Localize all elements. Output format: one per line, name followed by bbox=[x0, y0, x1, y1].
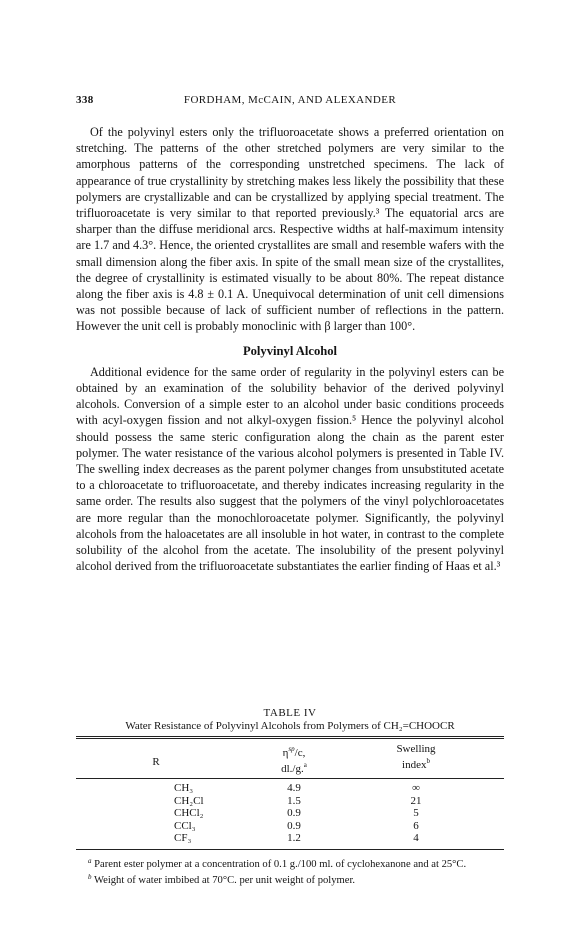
cell-swelling: 5 bbox=[413, 807, 419, 819]
running-title: FORDHAM, McCAIN, AND ALEXANDER bbox=[183, 94, 397, 106]
column-header-r: R bbox=[152, 756, 160, 768]
section-heading: Polyvinyl Alcohol bbox=[242, 343, 338, 358]
footnote bbox=[76, 855, 504, 872]
sp-subscript: sp bbox=[288, 745, 295, 753]
page-number: 338 bbox=[76, 94, 94, 106]
cell-r: CCl₃ bbox=[174, 819, 196, 832]
footnote-mark-b: b bbox=[426, 757, 430, 765]
index-label: index bbox=[402, 759, 427, 771]
cell-viscosity: 0.9 bbox=[287, 807, 301, 819]
table-label: TABLE IV bbox=[263, 707, 317, 719]
table-row bbox=[76, 782, 504, 795]
swelling-label: Swelling bbox=[396, 743, 436, 755]
footnote-marker: a bbox=[88, 856, 92, 865]
cell-r: CH₂Cl bbox=[174, 794, 204, 807]
table-row bbox=[76, 820, 504, 833]
cell-swelling: 4 bbox=[413, 832, 419, 844]
table-footnotes bbox=[76, 855, 504, 888]
body-text bbox=[76, 124, 504, 574]
footnote-text: Weight of water imbibed at 70°C. per unit weight of polymer. bbox=[93, 875, 356, 886]
table-body bbox=[76, 782, 504, 845]
cell-r: CF₃ bbox=[174, 832, 192, 844]
cell-swelling: ∞ bbox=[412, 782, 420, 794]
viscosity-per-c: /c, bbox=[294, 747, 306, 759]
cell-swelling: 6 bbox=[413, 819, 419, 832]
cell-viscosity: 1.5 bbox=[287, 794, 301, 807]
footnote bbox=[76, 871, 504, 888]
cell-viscosity: 1.2 bbox=[287, 832, 301, 844]
footnote-marker: b bbox=[88, 873, 92, 881]
footnote-text: Parent ester polymer at a concentration of 0.1 g./100 ml. of cyclohexanone and at 25°C. bbox=[94, 858, 467, 870]
table-iv bbox=[76, 707, 504, 888]
paragraph: Additional evidence for the same order of regularity in the polyvinyl esters can be obtained by an examination of the solubility behavior of the derived polyvinyl alcohols. Conversion of a simple ester to an alcohol under basic conditions proceeds with acyl-oxygen fission and not alkyl-oxygen fission.⁵ Hence the polyvinyl alcohol should possess the same steric configuration along the chain as the parent ester polymer. The water resistance of the various alcohol polymers is presented in Table IV. The swelling index decreases as the parent polymer changes from unsubstituted acetate to a chloroacetate to trifluoroacetate, and thereby indicates increasing regularity in the same order. The results also suggest that the polymers of the vinyl polychloroacetates are more regular than the monochloroacetate polymer. Significantly, the polyvinyl alcohols from the haloacetates are all insoluble in hot water, in contrast to the complete solubility of the alcohol from the acetate. The insolubility of the present polyvinyl alcohol derived from the trifluoroacetate substantiates the earlier finding of Haas et al.³ bbox=[76, 364, 504, 574]
viscosity-unit: dl./g. bbox=[281, 763, 304, 775]
table-row bbox=[76, 832, 504, 845]
table-bottom-rule bbox=[76, 849, 504, 850]
table-row bbox=[76, 807, 504, 820]
paragraph: Of the polyvinyl esters only the trifluoroacetate shows a preferred orientation on stretching. The patterns of the other stretched polymers are very similar to the amorphous patterns of the corresponding unstretched specimens. The lack of appearance of true crystallinity by stretching makes less likely the possibility that these polymers are crystallizable and can be crystallized by applying special treatment. The trifluoroacetate is very similar to that reported previously.³ The equatorial arcs are sharper than the diffuse meridional arcs. Respective widths at half-maximum intensity are 1.7 and 4.3°. Hence, the oriented crystallites are small and resemble wafers with the small dimension along the fiber axis. In spite of the small mean size of the crystallites, the degree of crystallinity is estimated visually to be about 80%. The repeat distance along the fiber axis is 4.8 ± 0.1 A. Unequivocal determination of unit cell dimensions was not possible because of lack of sufficient number of reflections in the pattern. However the unit cell is probably monoclinic with β larger than 100°. bbox=[76, 125, 504, 334]
cell-r: CHCl₂ bbox=[174, 807, 204, 819]
column-header-viscosity bbox=[244, 743, 344, 775]
cell-r: CH₃ bbox=[174, 782, 194, 794]
table-row bbox=[76, 795, 504, 808]
cell-viscosity: 4.9 bbox=[287, 782, 301, 794]
cell-swelling: 21 bbox=[410, 794, 422, 807]
footnote-mark-a: a bbox=[303, 761, 307, 769]
table-header-row bbox=[76, 742, 504, 774]
column-header-swelling bbox=[366, 743, 466, 771]
table-top-rule bbox=[76, 736, 504, 739]
table-header-rule bbox=[76, 778, 504, 779]
cell-viscosity: 0.9 bbox=[287, 819, 301, 832]
table-caption: Water Resistance of Polyvinyl Alcohols from Polymers of CH₂=CHOOCR bbox=[125, 720, 455, 732]
eta-symbol: η bbox=[282, 747, 289, 759]
